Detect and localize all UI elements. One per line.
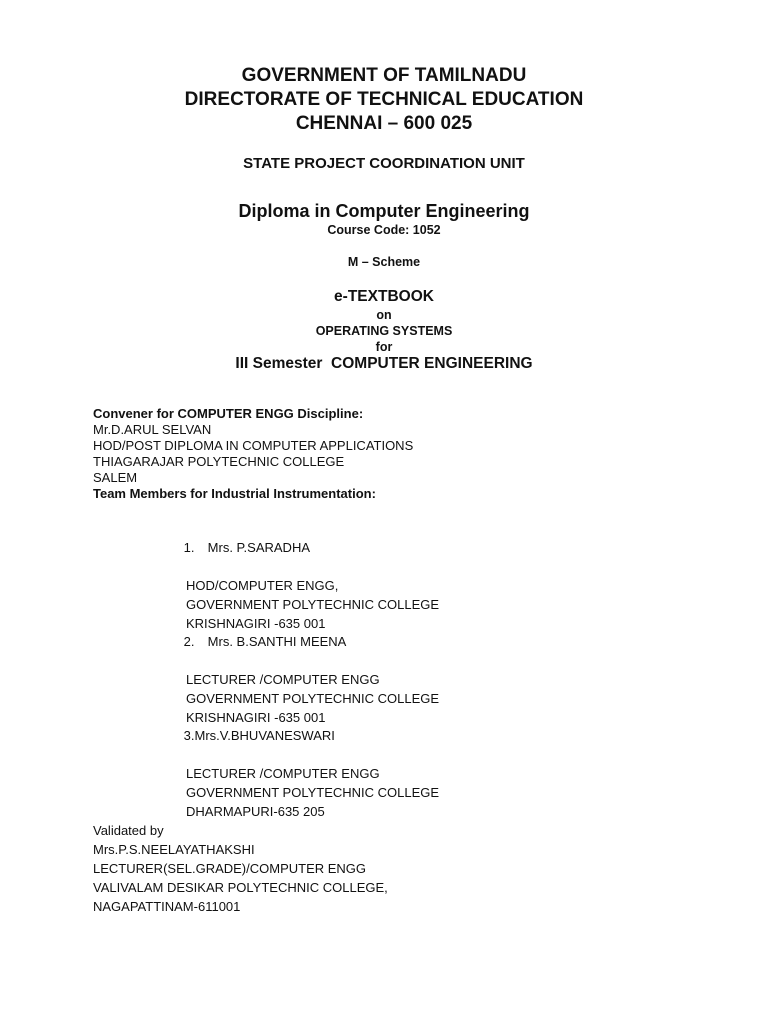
member-designation: HOD/COMPUTER ENGG, [186,578,339,593]
validation-block [93,821,388,916]
unit-block [0,154,768,174]
semester-title: III Semester COMPUTER ENGINEERING [235,355,533,372]
member-name: Mrs. P.SARADHA [207,540,311,555]
book-block [0,287,768,355]
unit-title: STATE PROJECT COORDINATION UNIT [243,155,525,172]
convener-name: Mr.D.ARUL SELVAN [93,422,212,437]
scheme-block [0,254,768,270]
member-name: Mrs.V.BHUVANESWARI [194,728,335,743]
member-city: KRISHNAGIRI -635 001 [186,710,326,725]
course-block [0,200,768,238]
validator-designation: LECTURER(SEL.GRADE)/COMPUTER ENGG [93,861,367,876]
team-heading: Team Members for Industrial Instrumentation: [93,486,376,501]
course-title: Diploma in Computer Engineering [238,201,530,221]
course-code: Course Code: 1052 [327,223,441,237]
validation-label: Validated by [93,823,164,838]
member-city: DHARMAPURI-635 205 [186,804,325,819]
team-member-3 [162,707,439,821]
book-on: on [376,308,392,322]
member-number: 2. [183,634,195,649]
book-subject: OPERATING SYSTEMS [315,324,453,338]
member-designation: LECTURER /COMPUTER ENGG [186,766,380,781]
convener-heading: Convener for COMPUTER ENGG Discipline: [93,406,364,421]
convener-city: SALEM [93,470,138,485]
member-college: GOVERNMENT POLYTECHNIC COLLEGE [186,691,440,706]
book-type: e-TEXTBOOK [334,288,434,305]
course-scheme: M – Scheme [347,255,421,269]
member-college: GOVERNMENT POLYTECHNIC COLLEGE [186,785,440,800]
validator-city: NAGAPATTINAM-611001 [93,899,241,914]
convener-designation: HOD/POST DIPLOMA IN COMPUTER APPLICATIONS [93,438,414,453]
member-designation: LECTURER /COMPUTER ENGG [186,672,380,687]
member-number: 1. [183,540,195,555]
validator-name: Mrs.P.S.NEELAYATHAKSHI [93,842,255,857]
document-header [0,64,768,136]
header-city: CHENNAI – 600 025 [295,113,473,134]
header-directorate: DIRECTORATE OF TECHNICAL EDUCATION [184,89,584,110]
semester-block [0,354,768,374]
book-for: for [375,340,393,354]
member-college: GOVERNMENT POLYTECHNIC COLLEGE [186,597,440,612]
convener-block [93,406,413,502]
member-name: Mrs. B.SANTHI MEENA [207,634,347,649]
member-city: KRISHNAGIRI -635 001 [186,616,326,631]
header-government: GOVERNMENT OF TAMILNADU [241,65,527,86]
member-number: 3. [183,728,195,743]
validator-college: VALIVALAM DESIKAR POLYTECHNIC COLLEGE, [93,880,388,895]
convener-college: THIAGARAJAR POLYTECHNIC COLLEGE [93,454,345,469]
